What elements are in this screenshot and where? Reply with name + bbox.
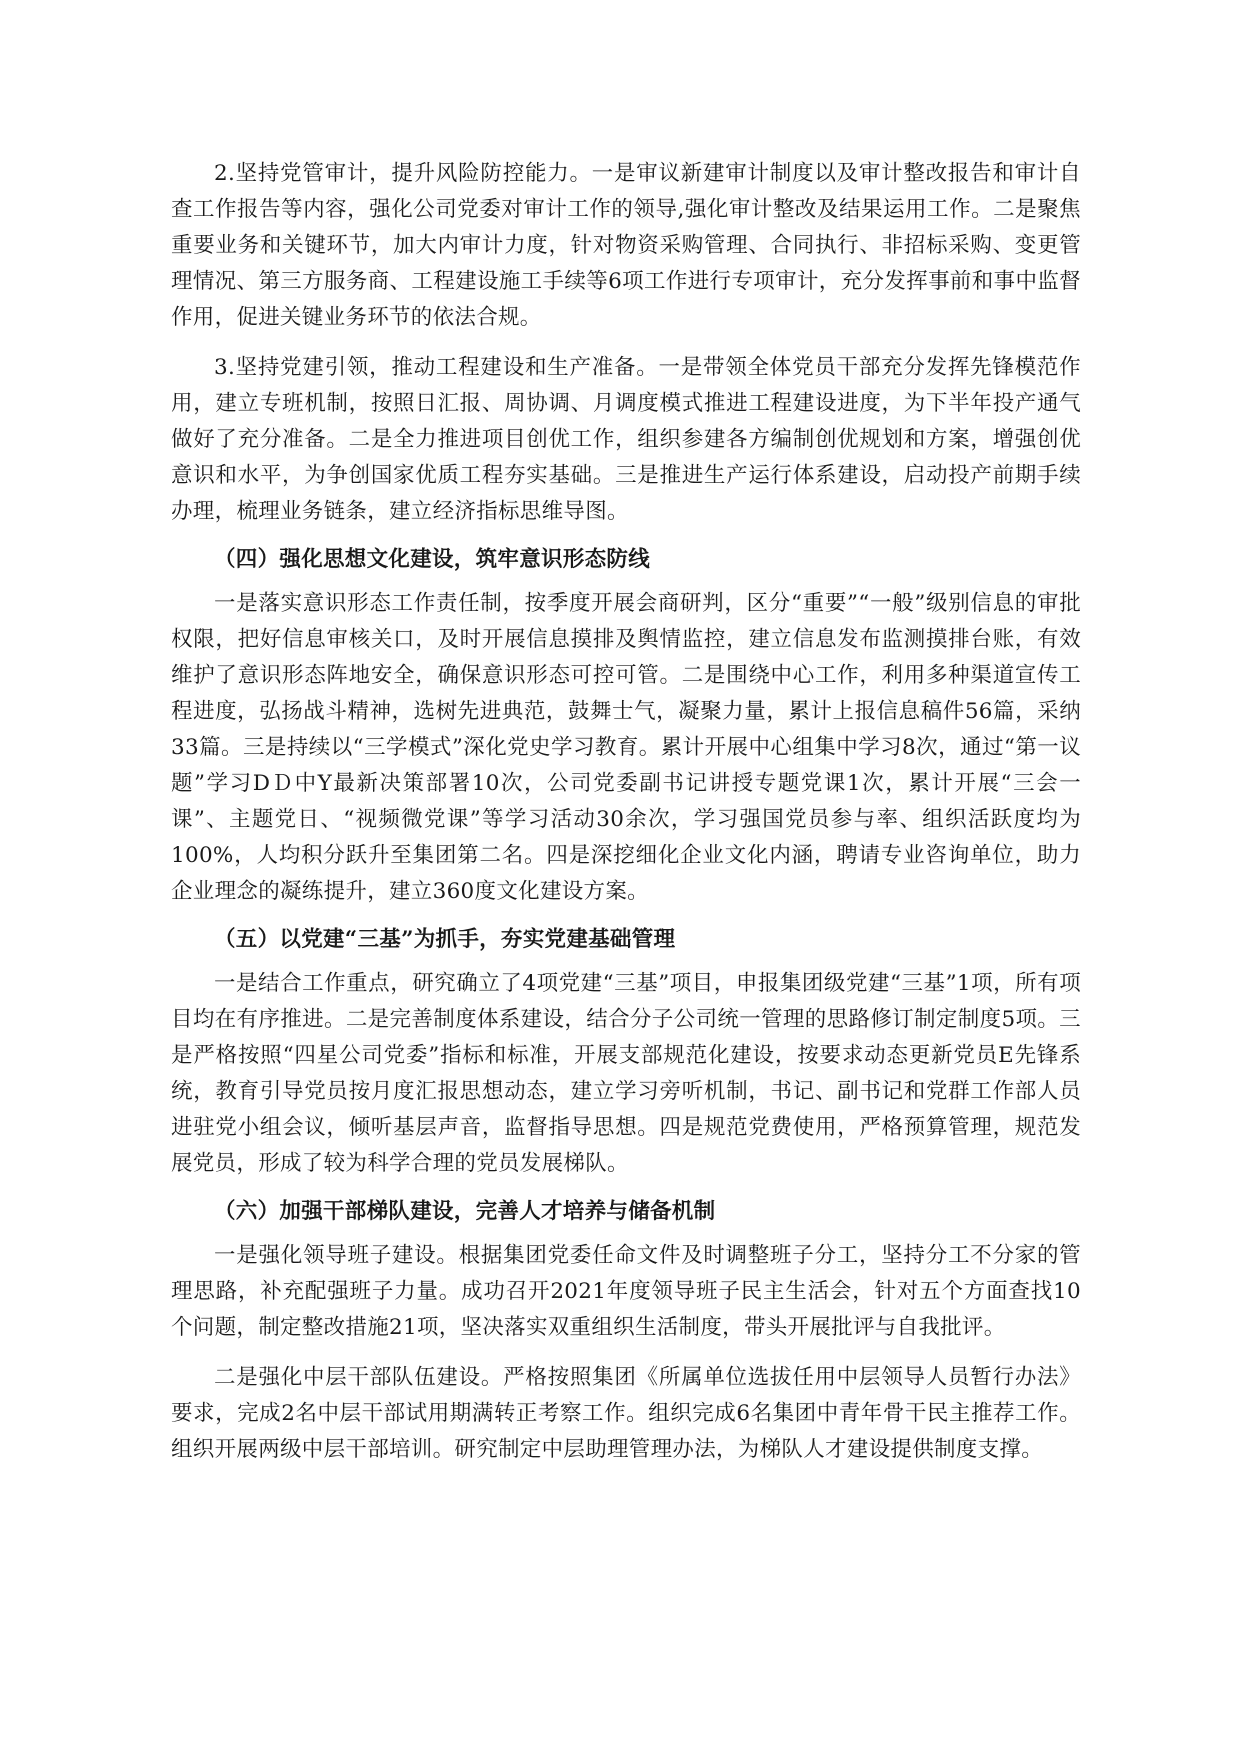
paragraph-ideology: 一是落实意识形态工作责任制，按季度开展会商研判，区分“重要”“一般”级别信息的审批权限，把好信息审核关口，及时开展信息摸排及舆情监控，建立信息发布监测摸排台账，有效维护了意识形态阵地安全，确保意识形态可控可管。二是围绕中心工作，利用多种渠道宣传工程进度，弘扬战斗精神，选树先进典范，鼓舞士气，凝聚力量，累计上报信息稿件56篇，采纳33篇。三是持续以“三学模式”深化党史学习教育。累计开展中心组集中学习8次，通过“第一议题”学习DＤ中Y最新决策部署10次，公司党委副书记讲授专题党课1次，累计开展“三会一课”、主题党日、“视频微党课”等学习活动30余次，学习强国党员参与率、组织活跃度均为100%，人均积分跃升至集团第二名。四是深挖细化企业文化内涵，聘请专业咨询单位，助力企业理念的凝练提升，建立360度文化建设方案。 — [171, 591, 1081, 904]
paragraph-party-leadership-engineering: 3.坚持党建引领，推动工程建设和生产准备。一是带领全体党员干部充分发挥先锋模范作用，建立专班机制，按照日汇报、周协调、月调度模式推进工程建设进度，为下半年投产通气做好了充分准备。二是全力推进项目创优工作，组织参建各方编制创优规划和方案，增强创优意识和水平，为争创国家优质工程夯实基础。三是推进生产运行体系建设，启动投产前期手续办理，梳理业务链条，建立经济指标思维导图。 — [171, 355, 1081, 524]
paragraph-middle-cadres: 二是强化中层干部队伍建设。严格按照集团《所属单位选拔任用中层领导人员暂行办法》要求，完成2名中层干部试用期满转正考察工作。组织完成6名集团中青年骨干民主推荐工作。组织开展两级中层干部培训。研究制定中层助理管理办法，为梯队人才建设提供制度支撑。 — [171, 1365, 1081, 1462]
document-body — [171, 156, 1081, 1468]
paragraph-three-basics: 一是结合工作重点，研究确立了4项党建“三基”项目，申报集团级党建“三基”1项，所有项目均在有序推进。二是完善制度体系建设，结合分子公司统一管理的思路修订制定制度5项。三是严格按照“四星公司党委”指标和标准，开展支部规范化建设，按要求动态更新党员E先锋系统，教育引导党员按月度汇报思想动态，建立学习旁听机制，书记、副书记和党群工作部人员进驻党小组会议，倾听基层声音，监督指导思想。四是规范党费使用，严格预算管理，规范发展党员，形成了较为科学合理的党员发展梯队。 — [171, 971, 1081, 1176]
paragraph-party-audit: 2.坚持党管审计，提升风险防控能力。一是审议新建审计制度以及审计整改报告和审计自查工作报告等内容，强化公司党委对审计工作的领导,强化审计整改及结果运用工作。二是聚焦重要业务和关键环节，加大内审计力度，针对物资采购管理、合同执行、非招标采购、变更管理情况、第三方服务商、工程建设施工手续等6项工作进行专项审计，充分发挥事前和事中监督作用，促进关键业务环节的依法合规。 — [171, 161, 1081, 330]
paragraph-leadership-team: 一是强化领导班子建设。根据集团党委任命文件及时调整班子分工，坚持分工不分家的管理思路，补充配强班子力量。成功召开2021年度领导班子民主生活会，针对五个方面查找10个问题，制定整改措施21项，坚决落实双重组织生活制度，带头开展批评与自我批评。 — [171, 1243, 1081, 1340]
section-heading-4: （四）强化思想文化建设，筑牢意识形态防线 — [214, 547, 651, 572]
section-heading-6: （六）加强干部梯队建设，完善人才培养与储备机制 — [214, 1199, 716, 1224]
section-heading-5: （五）以党建“三基”为抓手，夯实党建基础管理 — [214, 927, 676, 952]
